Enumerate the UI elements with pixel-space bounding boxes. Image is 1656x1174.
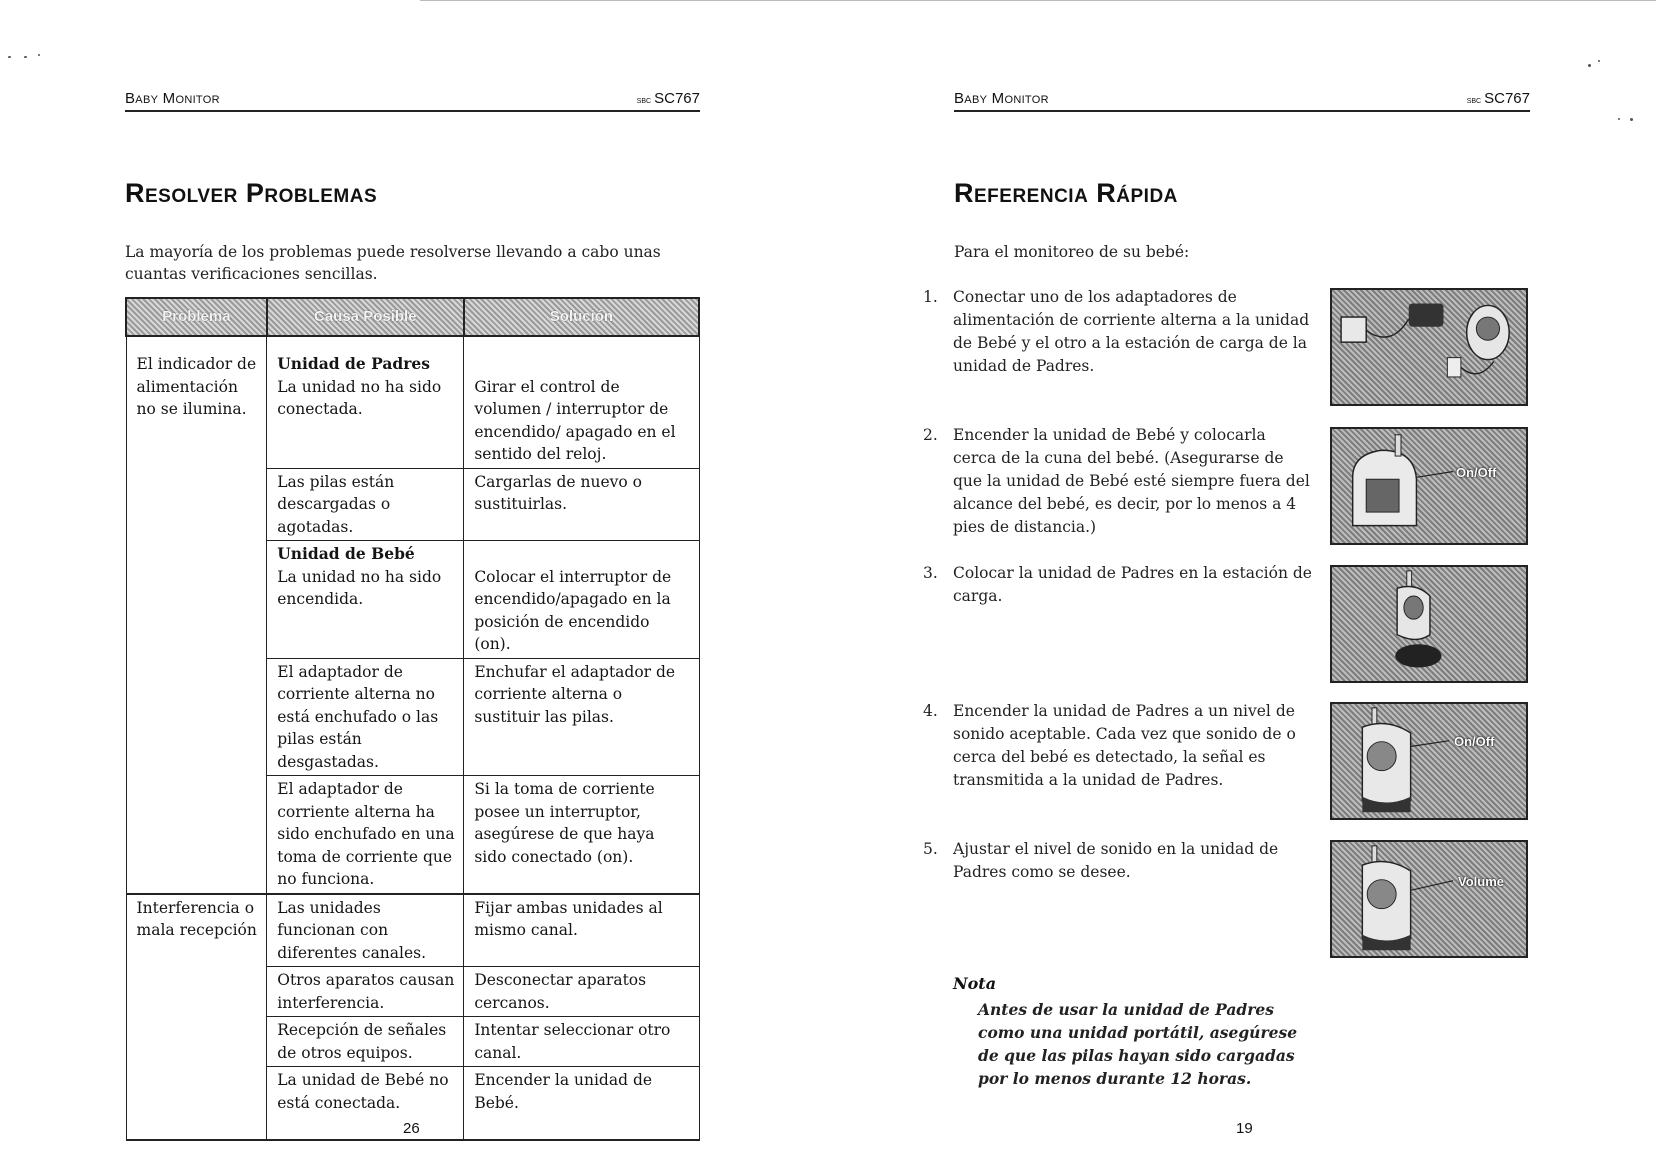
solution-cell [464,1017,699,1067]
cause-cell [267,541,464,659]
scan-speck [1618,118,1620,120]
scan-speck [8,56,11,58]
step-number: 4. [923,702,938,720]
solution-text: Desconectar aparatos cercanos. [474,971,647,1012]
solution-cell [464,468,699,541]
solution-text: Si la toma de corriente posee un interruptor, asegúrese de que haya sido conectado (on). [474,780,655,866]
solution-text: Colocar el interruptor de encendido/apagado en la posición de encendido (on). [474,567,672,653]
cause-cell [267,967,464,1017]
cause-cell [267,1017,464,1067]
parent-unit-volume-illustration [1330,840,1528,958]
cause-cell [267,776,464,894]
page-header [125,90,700,112]
header-brand: Baby Monitor [125,90,220,107]
illustration-label: On/Off [1454,734,1495,749]
cause-cell [267,894,464,967]
intro-text: Para el monitoreo de su bebé: [954,243,1190,261]
step-text: Ajustar el nivel de sonido en la unidad de Padres como se desee. [953,840,1279,881]
solution-text: Enchufar el adaptador de corriente alterna o sustituir las pilas. [474,662,676,726]
cause-text: Recepción de señales de otros equipos. [277,1021,447,1062]
problem-text: El indicador de alimentación no se ilumina. [136,355,257,418]
solution-cell [464,658,699,776]
step-text: Encender la unidad de Padres a un nivel de sonido aceptable. Cada vez que sonido de o cerca del bebé es detectado, la señal es transmitida a la unidad de Padres. [953,702,1296,789]
baby-unit-illustration [1330,427,1528,545]
step-text: Colocar la unidad de Padres en la estación de carga. [953,564,1312,605]
cause-text: La unidad no ha sido encendida. [277,567,442,608]
header-model-number: SC767 [1484,90,1530,107]
solution-cell [464,967,699,1017]
scan-speck [38,54,40,56]
note-title: Nota [953,974,997,993]
cause-cell [267,468,464,541]
table-header-row [126,298,699,336]
header-brand: Baby Monitor [954,90,1049,107]
page-title: Referencia Rápida [954,178,1178,208]
header-model [637,90,700,107]
solution-text: Girar el control de volumen / interruptor de encendido/ apagado en el sentido del reloj. [474,377,676,463]
solution-cell [464,541,699,659]
charging-station-drawing [1332,567,1526,681]
header-model [1467,90,1530,107]
cause-category: Unidad de Bebé [277,544,415,563]
header-causa: Causa Posible [267,298,464,336]
illustration-label: On/Off [1456,465,1497,480]
baby-unit-drawing [1332,429,1526,543]
solution-cell [464,894,699,967]
parent-unit-power-drawing [1332,704,1526,818]
scan-speck [1588,64,1591,67]
solution-cell [464,1067,699,1140]
scan-speck [1598,60,1600,62]
cause-text: Las pilas están descargadas o agotadas. [277,472,395,536]
step-1 [923,286,1313,378]
header-model-prefix: sbc [1466,95,1482,106]
solution-text: Encender la unidad de Bebé. [474,1071,653,1112]
step-4 [923,700,1313,792]
header-solucion: Solución [464,298,699,336]
cause-text: El adaptador de corriente alterna ha sido enchufado en una toma de corriente que no funciona. [277,780,455,888]
step-number: 3. [923,564,938,582]
page-title: Resolver Problemas [125,178,378,208]
step-text: Encender la unidad de Bebé y colocarla cerca de la cuna del bebé. (Asegurarse de que la unidad de Bebé esté siempre fuera del alcance del bebé, es decir, por lo menos a 4 pies de distancia.) [953,426,1310,536]
solution-cell [464,336,699,468]
table-row [126,894,699,967]
parent-unit-volume-drawing [1332,842,1526,956]
parent-unit-power-illustration [1330,702,1528,820]
cause-text: La unidad no ha sido conectada. [277,377,442,418]
cause-cell [267,658,464,776]
cause-cell [267,1067,464,1140]
step-2 [923,424,1313,539]
problem-cell [126,894,267,1140]
intro-text: La mayoría de los problemas puede resolverse llevando a cabo unas cuantas verificaciones sencillas. [125,243,661,283]
header-model-number: SC767 [654,90,700,107]
solution-text: Intentar seleccionar otro canal. [474,1021,671,1062]
cause-category: Unidad de Padres [277,354,431,373]
scan-speck [1630,118,1633,121]
scan-speck [24,56,27,58]
header-problema: Problema [126,298,267,336]
step-5 [923,838,1313,884]
troubleshooting-table [125,297,700,1141]
cause-cell [267,336,464,468]
cause-text: El adaptador de corriente alterna no está enchufado o las pilas están desgastadas. [277,662,439,771]
step-text: Conectar uno de los adaptadores de alimentación de corriente alterna a la unidad de Bebé y el otro a la estación de carga de la unidad de Padres. [953,288,1310,375]
problem-cell [126,336,267,894]
cause-text: Las unidades funcionan con diferentes canales. [277,898,427,962]
solution-cell [464,776,699,894]
page-number: 26 [403,1120,420,1137]
step-number: 5. [923,840,938,858]
solution-text: Cargarlas de nuevo o sustituirlas. [474,472,642,513]
charging-station-illustration [1330,565,1528,683]
step-3 [923,562,1313,608]
solution-text: Fijar ambas unidades al mismo canal. [474,898,663,939]
problem-text: Interferencia o mala recepción [136,898,257,939]
page-number: 19 [1236,1120,1253,1137]
adapter-connection-illustration [1330,288,1528,406]
note-text: Antes de usar la unidad de Padres como una unidad portátil, asegúrese de que las pilas hayan sido cargadas por lo menos durante 12 horas. [978,1000,1298,1088]
table-row [126,336,699,468]
header-model-prefix: sbc [636,95,652,106]
right-page [828,0,1656,1174]
page-header [954,90,1530,112]
cause-text: La unidad de Bebé no está conectada. [277,1071,449,1112]
adapter-drawing [1332,290,1526,404]
step-number: 1. [923,288,938,306]
cause-text: Otros aparatos causan interferencia. [277,971,455,1012]
step-number: 2. [923,426,938,444]
illustration-label: Volume [1458,874,1504,889]
